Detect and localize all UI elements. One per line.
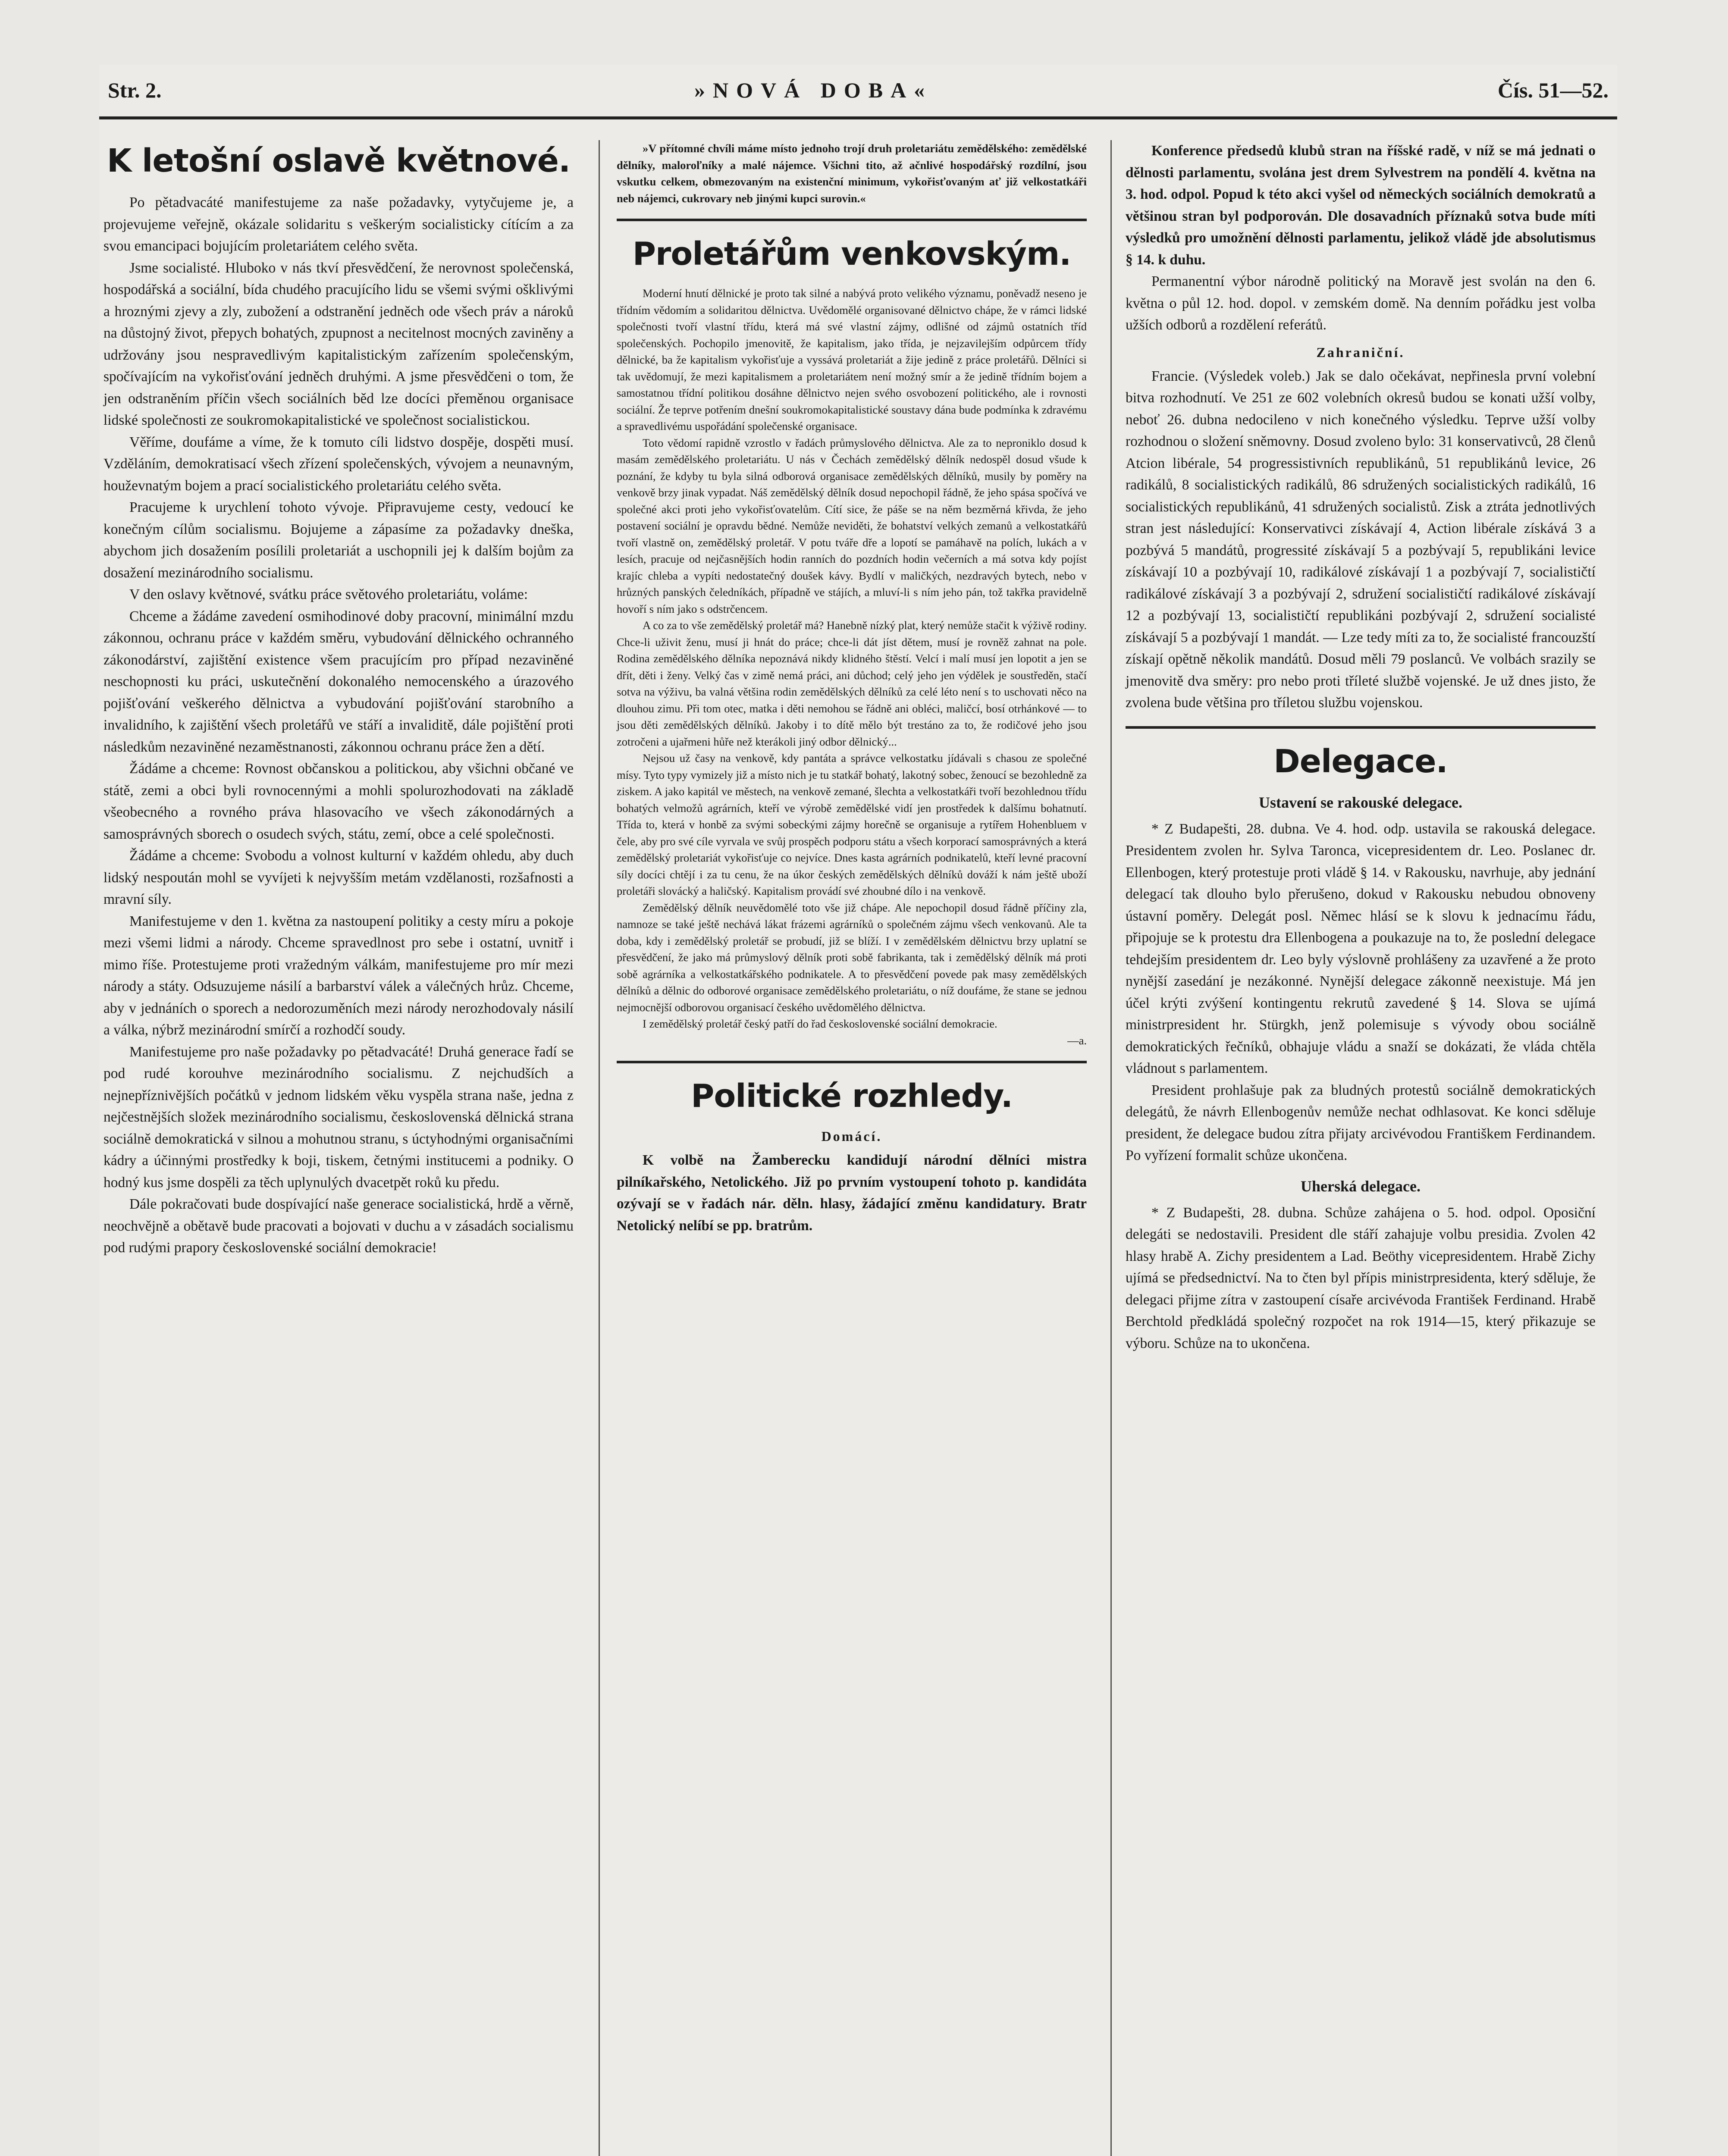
column-2	[617, 140, 1087, 1237]
subsection-title: Domácí.	[821, 1128, 882, 1144]
section-rule	[617, 219, 1087, 221]
section-rule	[617, 1061, 1087, 1063]
subsection-title: Ustavení se rakouské delegace.	[1259, 793, 1462, 811]
news-item: Francie. (Výsledek voleb.) Jak se dalo očekávat, nepřinesla první volební bitva rozhodnutí. Ve 251 ze 602 volebních okresů budou se konati užší volby, neboť 26. dubna nedocileno v nich konečného výsledku. Teprve užší volby rozhodnou o složení sněmovny. Dosud zvoleno bylo: 31 konservativců, 28 členů Atcion libérale, 54 progressistivních republikánů, 51 republikánů levice, 26 radikálů, 8 socialistických radikálů, 86 sdružených socialistických radikálů, 16 socialistických republikánů, 41 sdružených socialistů. Zisk a ztráta jednotlivých stran jest následující: Konservativci získávají 4, Action libérale získává 3 a pozbývá 5 mandátů, progressité získávají 5 a pozbývají 5, republikáni levice získávají 10 a pozbývají 10, radikálové získávají 1 a pozbývají 7, socialističtí radikálové získávají 3 a pozbývají 2, sdružení socialističtí radikálové získávají 12 a pozbývají 13, socialističtí republikáni pozbývají 2, sdružení socialisté získávají 5 a pozbývají 1 mandát. — Lze tedy míti za to, že socialisté francouzští získají opětně několik mandátů. Dosud měli 79 poslanců. Ve volbách srazily se jmenovitě dva směry: pro nebo proti tříleté službě vojenské. Je už dnes jisto, že zvolena bude většina pro tříletou službu vojenskou.	[1126, 368, 1596, 711]
subsection-title: Uherská delegace.	[1301, 1177, 1421, 1195]
paragraph: Moderní hnutí dělnické je proto tak silné a nabývá proto velikého významu, poněvadž neseno je třídním vědomím a solidaritou dělnictva. Uvědomělé organisované dělnictvo chápe, že v rámci lidské společnosti tvoří vlastní třídu, která má své vlastní zájmy, odlišné od zájmů ostatních tříd společenských. Pochopilo jmenovitě, že kapitalism, jako třída, je nejzavilejším odpůrcem třídy dělnické, ba že kapitalism vykořisťuje a vyssává proletariát a žije jedině z práce proletářů. Dělníci si tak uvědomují, že mezi kapitalismem a proletariátem není možný smír a že jedině třídním bojem a samostatnou třídní politikou dosáhne dělnictvo nejen svého osvobození politického, ale i rovnosti sociální. Že teprve potřením dnešní soukromokapitalistické soustavy dána bude podmínka k zdravému a spravedlivému uspořádání společenské organisace.	[617, 287, 1087, 432]
article-signature: —a.	[1067, 1034, 1087, 1047]
paragraph: Žádáme a chceme: Rovnost občanskou a politickou, aby všichni občané ve státě, zemi a obci byli rovnocennými a mohli spolurozhodovati na základě všeobecného a rovného práva hlasovacího ve všech zákonodárných a samosprávných sborech o osudech svých, státu, zemí, obce a celé společnosti.	[103, 761, 574, 842]
paragraph: Žádáme a chceme: Svobodu a volnost kulturní v každém ohledu, aby duch lidský nespoután mohl se vyvíjeti k nejvyšším metám vzdělanosti, rozšafnosti a mravní síly.	[103, 848, 574, 907]
news-item: K volbě na Žamberecku kandidují národní dělníci mistra pilníkařského, Netolického. Již po prvním vystoupení tohoto p. kandidáta ozývají se v řadách nár. děln. hlasy, žádající změnu kandidatury. Bratr Netolický nelíbí se pp. bratrům.	[617, 1152, 1087, 1234]
section-rule	[1126, 726, 1596, 729]
paragraph: Manifestujeme v den 1. května za nastoupení politiky a cesty míru a pokoje mezi všemi lidmi a národy. Chceme spravedlnost pro sebe i ostatní, uvnitř i mimo říše. Protestujeme proti vražedným válkám, manifestujeme pro mír mezi národy a státy. Odsuzujeme násilí a barbarství válek a válečných hrůz. Chceme, aby v jednáních o sporech a nedorozuměních mezi národy nerozhodovaly násilí a válka, nýbrž mezinárodní smírčí a rozhodčí soudy.	[103, 913, 574, 1038]
column-1	[103, 140, 574, 1259]
paragraph: Dále pokračovati bude dospívající naše generace socialistická, hrdě a věrně, neochvějně a obětavě bude pracovati a bojovati v duchu a v zásadách socialismu pod rudými prapory československé sociální demokracie!	[103, 1196, 574, 1256]
paragraph: I zemědělský proletář český patří do řad československé sociální demokracie.	[643, 1017, 997, 1030]
page-header	[99, 65, 1617, 119]
paragraph: Toto vědomí rapidně vzrostlo v řadách průmyslového dělnictva. Ale za to neproniklo dosud k masám zemědělského proletariátu. U nás v Čechách zemědělský dělník nedospěl dosud všude k poznání, že kdyby tu byla silná odborová organisace zemědělských dělníků, musily by poměry na venkově brzy jinak vypadat. Náš zemědělský dělník dosud nepochopil řádně, že jeho spása spočívá ve společné akci proti jeho vykořisťovatelům. Cítí sice, že páše se na něm bezměrná křivda, že jeho postavení sociální je opravdu bědné. Nemůže neviděti, že bohatství velkých zemanů a velkostatkářů tvoří vlastně on, zemědělský proletář. V potu tváře dře a lopotí se pamáhavě na polích, lukách a v lesích, pracuje od nejčasnějších hodin ranních do pozdních hodin večerních a má sotva kdy pojíst krajíc chleba a vypíti nedostatečný doušek kávy. Bydlí v maličkých, nezdravých bytech, nebo v hrůzných panských čeledníkách, případně ve stájích, a mluví-li s ním jeho pán, tož takřka pravidelně hovoří s ním jako s odstrčencem.	[617, 436, 1087, 615]
news-item: President prohlašuje pak za bludných protestů sociálně demokratických delegátů, že návrh Ellenbogenův nemůže nechat odhlasovat. Ke konci sděluje president, že delegace budou zítra přijaty arcivévodou Františkem Ferdinandem. Po vyřízení formalit schůze ukončena.	[1126, 1082, 1596, 1163]
news-item: Konference předsedů klubů stran na říšské radě, v níž se má jednati o dělnosti parlamentu, svolána jest drem Sylvestrem na pondělí 4. května na 3. hod. odpol. Popud k této akci vyšel od německých sociálních demokratů a většinou stran byl podporován. Dle dosavadních příznaků sotva bude míti výsledků pro umožnění dělnosti parlamentu, jelikož vládě jde absolutismus § 14. k duhu.	[1126, 143, 1596, 268]
page-number: Str. 2.	[108, 78, 162, 102]
paragraph: Věříme, doufáme a víme, že k tomuto cíli lidstvo dospěje, dospěti musí. Vzděláním, demokratisací všech zřízení společenských, vývojem a neunavným, houževnatým bojem a prací socialistického proletariátu celého světa.	[103, 434, 574, 494]
news-item: * Z Budapešti, 28. dubna. Schůze zahájena o 5. hod. odpol. Oposiční delegáti se nedostavili. President dle stáří zahajuje volbu presidia. Zvolen 42 hlasy hrabě A. Zichy presidentem a Lad. Beöthy vicepresidentem. Hrabě Zichy ujímá se předsednictví. Na to čten byl přípis ministrpresidenta, který sděluje, že delegaci přijme zítra v zastoupení císaře arcivévoda František Ferdinand. Hrabě Berchtold předkládá společný rozpočet na rok 1914—15, který přikazuje se výboru. Schůze na to ukončena.	[1126, 1204, 1596, 1351]
issue-number: Čís. 51—52.	[1498, 78, 1609, 102]
paragraph: Po pětadvacáté manifestujeme za naše požadavky, vytyčujeme je, a projevujeme veřejně, okázale solidaritu s veškerým socialisticky cítícím a za svou emancipaci bojujícím proletariátem celého světa.	[103, 194, 574, 254]
paragraph: Nejsou už časy na venkově, kdy pantáta a správce velkostatku jídávali s chasou ze společné mísy. Tyto typy vymizely již a místo nich je tu statkář bohatý, lakotný sobec, ženoucí se bezohledně za ziskem. A jako kapitál ve městech, na venkově zemané, šlechta a velkostatkáři tvoří bezohlednou třídu bohatých velmožů agrárních, kteří ve výrobě zemědělské vidí jen prostředek k dalšímu bohatnutí. Třída to, která v honbě za svými sobeckými zájmy horečně se organisuje a rytířem Hohenbluem v čele, aby pro své cíle vyrvala ve svůj prospěch podporu státu a všech korporací samosprávných a která zemědělský proletariát vykořisťuje co nejvíce. Dnes kasta agrárních podnikatelů, kteří levné pracovní síly docíci chtějí i za tu cenu, že na úkor českých zemědělských dělníků dováží k nám ještě uboží proletáři slovácký a haličský. Kapitalism provádí své zhoubné dílo i na venkově.	[617, 752, 1087, 897]
paragraph: Manifestujeme pro naše požadavky po pětadvacáté! Druhá generace řadí se pod rudé korouhve mezinárodního socialismu. Z nejchudších a nejnepříznivějších počátků v jednom lidském věku vyspěla strana naše, jedna z nejčestnějších složek mezinárodního socialismu, československá dělnická strana sociálně demokratická v silnou a mohutnou stranu, s úctyhodnými organisačními kádry a účinnými prostředky k boji, tiskem, četnými institucemi a podniky. O hodný kus jsme dospěli za těch uplynulých dvacetpět roků ku předu.	[103, 1044, 574, 1191]
column-divider	[599, 140, 600, 2156]
paragraph: Jsme socialisté. Hluboko v nás tkví přesvědčení, že nerovnost společenská, hospodářská a sociální, bída chudého pracujícího lidu se všemi svými ošklivými a hroznými zjevy a zly, zubožení a odstranění jedněch ode všech práv a nároků na důstojný život, přepych bohatých, zpupnost a necitelnost mocných zaviněny a udržovány jsou nespravedlivým kapitalistickým zařízením společenským, spočívajícím na vykořisťování jedněch druhými. A jsme přesvědčeni o tom, že jen odstraněním příčin všech sociálních běd lze docíci přeměnou organisace lidské společnosti ze soukromokapitalistické ve společnost socialistickou.	[103, 260, 574, 428]
news-item: * Z Budapešti, 28. dubna. Ve 4. hod. odp. ustavila se rakouská delegace. Presidentem zvolen hr. Sylva Taronca, vicepresidentem dr. Leo. Poslanec dr. Ellenbogen, který protestuje proti vládě § 14. v Rakousku, navrhuje, aby jednání delegací tak dlouho bylo přerušeno, dokud v Rakousku nebudou obnoveny ústavní poměry. Delegát posl. Němec hlásí se k slovu k jednacímu řádu, připojuje se k protestu dra Ellenbogena a poukazuje na to, že poslední delegace tehdejším presidentem dr. Leo byly výslovně prohlášeny za uzavřené a že proto nynější zasedání je nezákonné. Nynější delegace zákonně neexistuje. Má jen účel krýti zvýšení kontingentu rekrutů zavedené § 14. Slova se ujímá ministrpresident hr. Stürgkh, jenž polemisuje s vývody obou sociálně demokratických řečníků, obhajuje vládu a snaží se dokázati, že vláda chtěla vládnout s parlamentem.	[1126, 821, 1596, 1076]
section-title: Delegace.	[1273, 743, 1448, 780]
column-3	[1126, 140, 1596, 1354]
article-title: Proletářům venkovským.	[632, 235, 1071, 273]
newspaper-page	[99, 65, 1617, 2156]
paragraph: V den oslavy květnové, svátku práce světového proletariátu, voláme:	[129, 586, 528, 602]
subsection-title: Zahraniční.	[1316, 344, 1405, 360]
paragraph: Zemědělský dělník neuvědomělé toto vše již chápe. Ale nepochopil dosud řádně příčiny zla, namnoze se také ještě nechává lákat frázemi agrárníků o společném zájmu všech venkovanů. Ale ta doba, kdy i zemědělský proletář se probudí, již se blíží. I v zemědělském dělnictvu brzy uplatní se přesvědčení, že jako má průmyslový dělník proti sobě fabrikanta, tak i zemědělský dělník má proti sobě agrárníka a velkostatkářského podnikatele. A to přesvědčení povede pak masy zemědělských dělníků a dělnic do odborové organisace zemědělského proletariátu, o níž doufáme, že stane se jednou nejmocnější odborovou organisací českého uvědomělého dělnictva.	[617, 901, 1087, 1014]
paragraph: Chceme a žádáme zavedení osmihodinové doby pracovní, minimální mzdu zákonnou, ochranu práce v každém směru, vybudování dělnického ochranného zákonodárství, zajištění existence všem pracujícím pro případ nezaviněné neschopnosti ku práci, uskutečnění dokonalého nemocenského a úrazového pojišťování veškerého dělnictva a vybudování pojišťování starobního a invalidního, k zajištění všech proletářů ve stáří a invaliditě, dále pojištění proti následkům nezaviněné nezaměstnanosti, zákonnou ochranu práce žen a dětí.	[103, 608, 574, 755]
paragraph: A co za to vše zemědělský proletář má? Hanebně nízký plat, který nemůže stačit k výživě rodiny. Chce-li uživit ženu, musí ji hnát do práce; chce-li dát jíst dětem, musí je rovněž zahnat na pole. Rodina zemědělského dělníka nepoznává nikdy klidného štěstí. Velcí i malí musí jen lopotit a jen se dřít, děti i ženy. Velký čas v zimě nemá práci, ani důchod; celý jeho jen výdělek je soustředěn, stačí sotva na výživu, ba valná většina rodin zemědělských dělníků za celé léto není s to uschovati něco na dlouhou zimu. Při tom otec, matka i děti nemohou se řádně ani obléci, maličcí, bosí otrhánkové — to jsou děti zemědělských dělníků. Jakoby i to dítě mělo být trestáno za to, že rodičové jeho jsou zotročeni a ujařmeni hůře než kterákoli jiný odbor dělnický...	[617, 619, 1087, 748]
continued-quote: »V přítomné chvíli máme místo jednoho trojí druh proletariátu zemědělského: zemědělské dělníky, maloroľníky a malé nájemce. Všichni tito, až ačnlivé hospodářský rozdílní, jsou vskutku celkem, obmezovaným na existenční minimum, vykořisťovaným ať již velkostatkáři neb nájemci, cukrovary neb jinými kupci surovin.«	[617, 142, 1087, 205]
article-title: K letošní oslavě květnové.	[107, 142, 571, 179]
column-divider	[1110, 140, 1112, 2156]
section-title: Politické rozhledy.	[691, 1078, 1013, 1115]
masthead-title: »NOVÁ DOBA«	[694, 78, 933, 102]
paragraph: Pracujeme k urychlení tohoto vývoje. Připravujeme cesty, vedoucí ke konečným cílům socialismu. Bojujeme a zápasíme za požadavky dneška, abychom jich dosažením posílili proletariát a uschopnili jej k dalším bojům za dosažení mezinárodního socialismu.	[103, 499, 574, 581]
news-item: Permanentní výbor národně politický na Moravě jest svolán na den 6. května o půl 12. hod. dopol. v zemském domě. Na denním pořádku jest volba užších odborů a rozdělení referátů.	[1126, 273, 1596, 333]
